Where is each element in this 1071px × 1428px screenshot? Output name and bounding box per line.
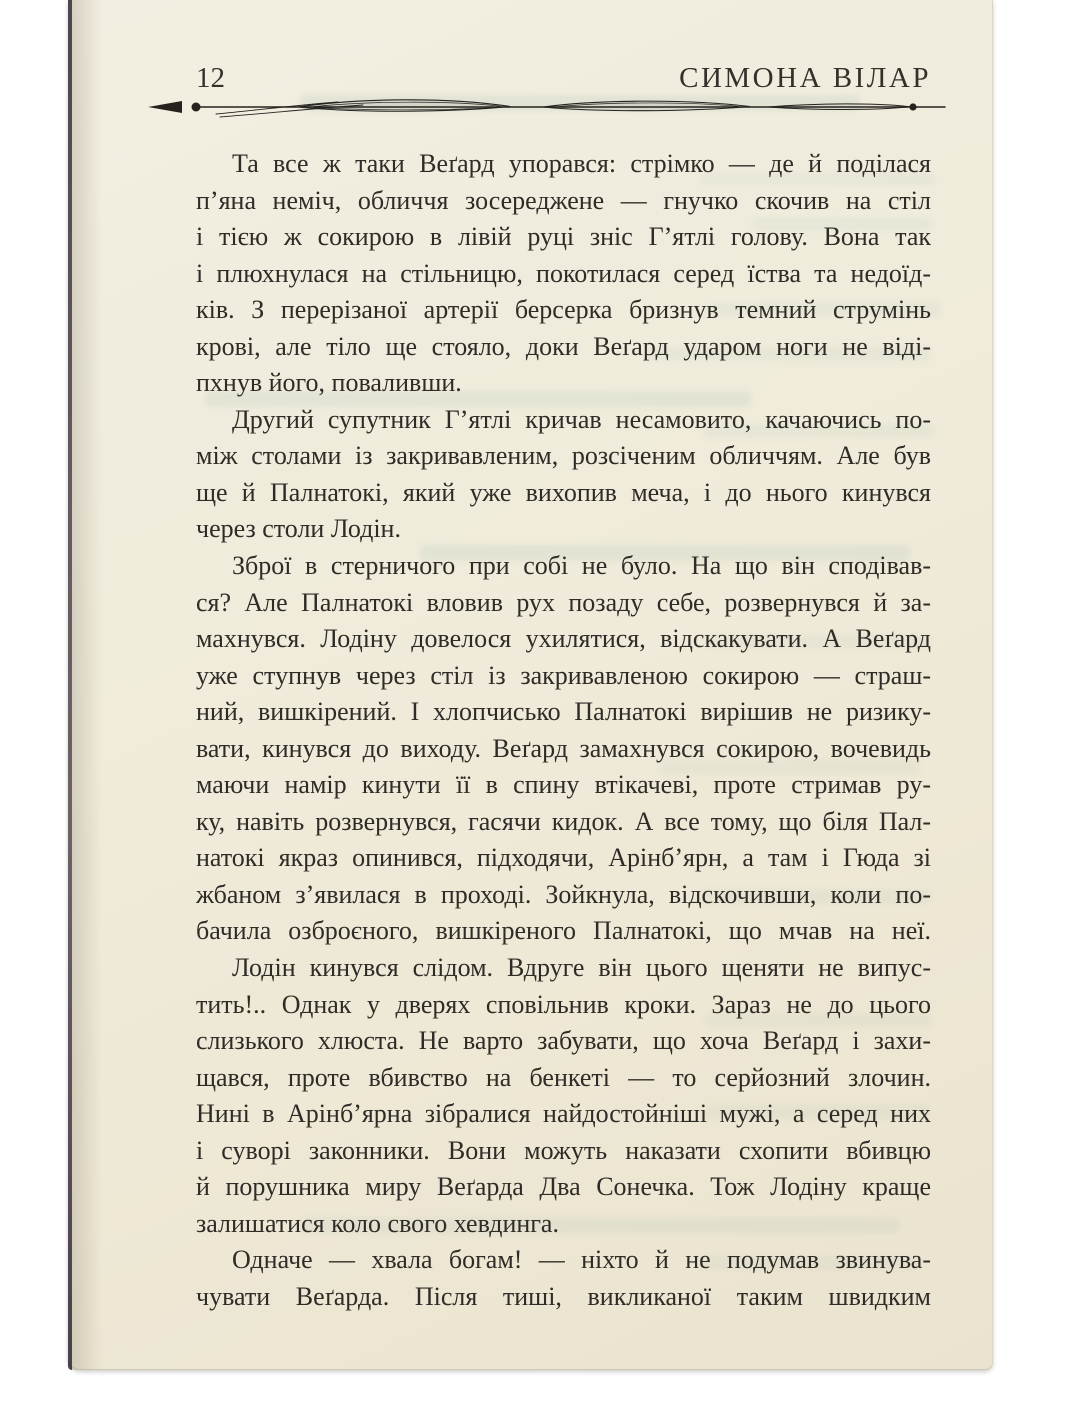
text-line: ся? Але Палнатокі вловив рух позаду себе, розвернувся й за- [196,587,931,617]
text-line: слизького хлюста. Не варто забувати, що хоча Веґард і захи- [196,1026,931,1056]
text-line: ще й Палнатокі, який уже вихопив меча, і до нього кинувся [196,477,931,507]
text-line: і суворі законники. Вони можуть наказати схопити вбивцю [196,1135,931,1165]
text-line: ків. З перерізаної артерії берсерка бризнув темний струмінь [196,295,931,325]
text-line: Другий супутник Г’ятлі кричав несамовито, качаючись по- [232,404,931,434]
text-line: щався, проте вбивство на бенкеті — то серйозний злочин. [196,1062,931,1092]
text-line: уже ступнув через стіл із закривавленою сокирою — страш- [196,660,931,690]
text-line: Зброї в стерничого при собі не було. На що він сподівав- [232,551,931,581]
page-number: 12 [196,62,225,94]
body-text [196,146,931,1316]
text-line: через столи Лодін. [196,514,401,544]
text-line: чувати Веґарда. Після тиші, викликаної таким швидким [196,1281,931,1311]
text-line: й порушника миру Веґарда Два Сонечка. Тож Лодіну краще [196,1172,931,1202]
text-line: тить!.. Однак у дверях сповільнив кроки. Зараз не до цього [196,989,931,1019]
text-line: Та все ж таки Веґард упорався: стрімко — де й поділася [232,149,931,178]
text-line: натокі якраз опинився, підходячи, Арінб’ярн, а там і Гюда зі [196,843,931,873]
text-line: жбаном з’явилася в проході. Зойкнула, відскочивши, коли по- [196,879,931,909]
paragraph [196,146,931,402]
paragraph [196,950,931,1242]
page-spine-shadow [72,0,102,1370]
text-line: махнувся. Лодіну довелося ухилятися, відскакувати. А Веґард [196,624,931,654]
divider-arrow-ornament [148,93,948,121]
text-line: ний, вишкірений. І хлопчисько Палнатокі вирішив не ризику- [196,697,931,727]
text-line: ку, навіть розвернувся, гасячи кидок. А все тому, що біля Пал- [196,806,931,836]
text-line: між столами із закривавленим, розсіченим обличчям. Але був [196,441,931,471]
running-header [196,63,931,93]
text-line: Одначе — хвала богам! — ніхто й не подумав звинува- [232,1245,931,1275]
book-page [68,0,993,1370]
paragraph [196,402,931,548]
text-line: крові, але тіло ще стояло, доки Веґард ударом ноги не віді- [196,331,931,361]
text-line: маючи намір кинути її в спину втікачеві, проте стримав ру- [196,770,931,800]
text-line: залишатися коло свого хевдинга. [196,1208,559,1238]
text-line: Лодін кинувся слідом. Вдруге він цього щеняти не випус- [232,953,931,983]
paragraph [196,548,931,950]
text-line: вати, кинувся до виходу. Веґард замахнувся сокирою, вочевидь [196,733,931,763]
text-line: бачила озброєного, вишкіреного Палнатокі, що мчав на неї. [196,916,931,946]
text-line: Нині в Арінб’ярна зібралися найдостойніші мужі, а серед них [196,1099,931,1129]
text-line: і плюхнулася на стільницю, покотилася серед їства та недоїд- [196,258,931,288]
text-line: п’яна неміч, обличчя зосереджене — гнучко скочив на стіл [196,185,931,215]
text-line: і тією ж сокирою в лівій руці зніс Г’ятлі голову. Вона так [196,222,931,252]
paragraph [196,1242,931,1315]
running-header-author: СИМОНА ВІЛАР [679,62,931,94]
text-line: пхнув його, поваливши. [196,368,462,398]
